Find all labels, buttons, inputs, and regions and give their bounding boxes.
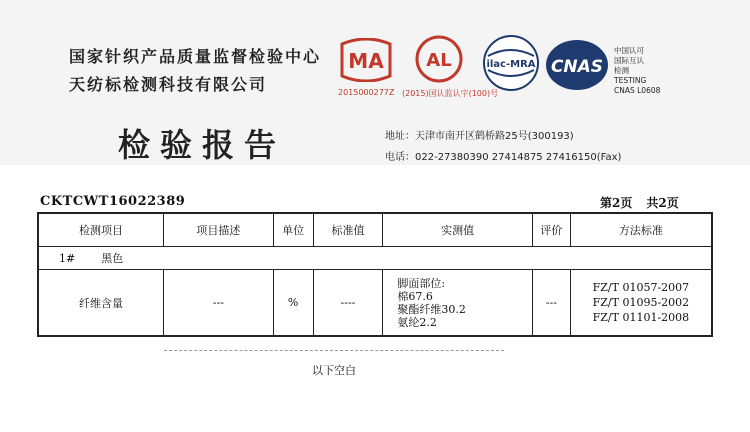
- report-title: 检验报告: [118, 126, 287, 164]
- ilac-mra-logo: [482, 34, 540, 92]
- cnas-side-line: 中国认可: [614, 46, 644, 55]
- org-name-line1: 国家针织产品质量监督检验中心: [69, 47, 322, 66]
- cell-unit: %: [273, 270, 313, 337]
- sample-color: 黑色: [101, 252, 124, 265]
- method-line: FZ/T 01101-2008: [592, 311, 690, 324]
- header-item: 检测项目: [38, 213, 164, 247]
- sample-group-row: [38, 247, 712, 270]
- measured-line: 氨纶2.2: [397, 315, 437, 329]
- table-row: [38, 270, 712, 337]
- cal-logo: [414, 34, 464, 84]
- cnas-logo: [544, 38, 610, 92]
- measured-line: 脚面部位:: [397, 276, 446, 290]
- cnas-logo-text: CNAS: [550, 57, 604, 77]
- cell-description: ---: [164, 270, 274, 337]
- cell-measured: [383, 270, 533, 337]
- method-line: FZ/T 01095-2002: [592, 296, 690, 309]
- cal-caption: (2015)国认监认字(100)号: [402, 89, 499, 98]
- page-info: [600, 194, 679, 211]
- page-total: 共2页: [646, 196, 679, 210]
- ilac-logo-text: ilac-MRA: [486, 59, 536, 70]
- report-number: CKTCWT16022389: [40, 194, 186, 209]
- org-name-line2: 天纺标检测科技有限公司: [69, 75, 268, 94]
- sample-id: 1#: [59, 252, 76, 265]
- blank-below-note: 以下空白: [312, 364, 356, 377]
- header-description: 项目描述: [164, 213, 274, 247]
- cnas-side-line: TESTING: [614, 76, 647, 85]
- measured-line: 聚酯纤维30.2: [397, 302, 466, 316]
- header-evaluation: 评价: [532, 213, 570, 247]
- cell-evaluation: ---: [532, 270, 570, 337]
- cnas-side-line: CNAS L0608: [614, 86, 661, 95]
- cnas-side-line: 国际互认: [614, 56, 644, 65]
- end-divider: [164, 350, 504, 351]
- cma-caption: 2015000277Z: [338, 88, 395, 97]
- phone: 电话：022-27380390 27414875 27416150(Fax): [385, 152, 622, 163]
- cell-item: 纤维含量: [38, 270, 164, 337]
- header-standard: 标准值: [313, 213, 383, 247]
- page-current: 第2页: [600, 196, 633, 210]
- address: 地址：天津市南开区鹤桥路25号(300193): [385, 131, 574, 142]
- cma-logo: [336, 38, 396, 82]
- results-table: [37, 212, 713, 337]
- header-measured: 实测值: [383, 213, 533, 247]
- cell-standard: ----: [313, 270, 383, 337]
- header-method: 方法标准: [570, 213, 712, 247]
- cell-method: [570, 270, 712, 337]
- cal-logo-text: AL: [426, 50, 452, 71]
- cnas-side-line: 检测: [614, 66, 629, 75]
- cma-logo-text: MA: [348, 49, 384, 73]
- header-unit: 单位: [273, 213, 313, 247]
- cnas-side-text: [614, 46, 660, 96]
- measured-line: 棉67.6: [397, 289, 433, 303]
- method-line: FZ/T 01057-2007: [592, 281, 690, 294]
- report-header: [0, 0, 750, 165]
